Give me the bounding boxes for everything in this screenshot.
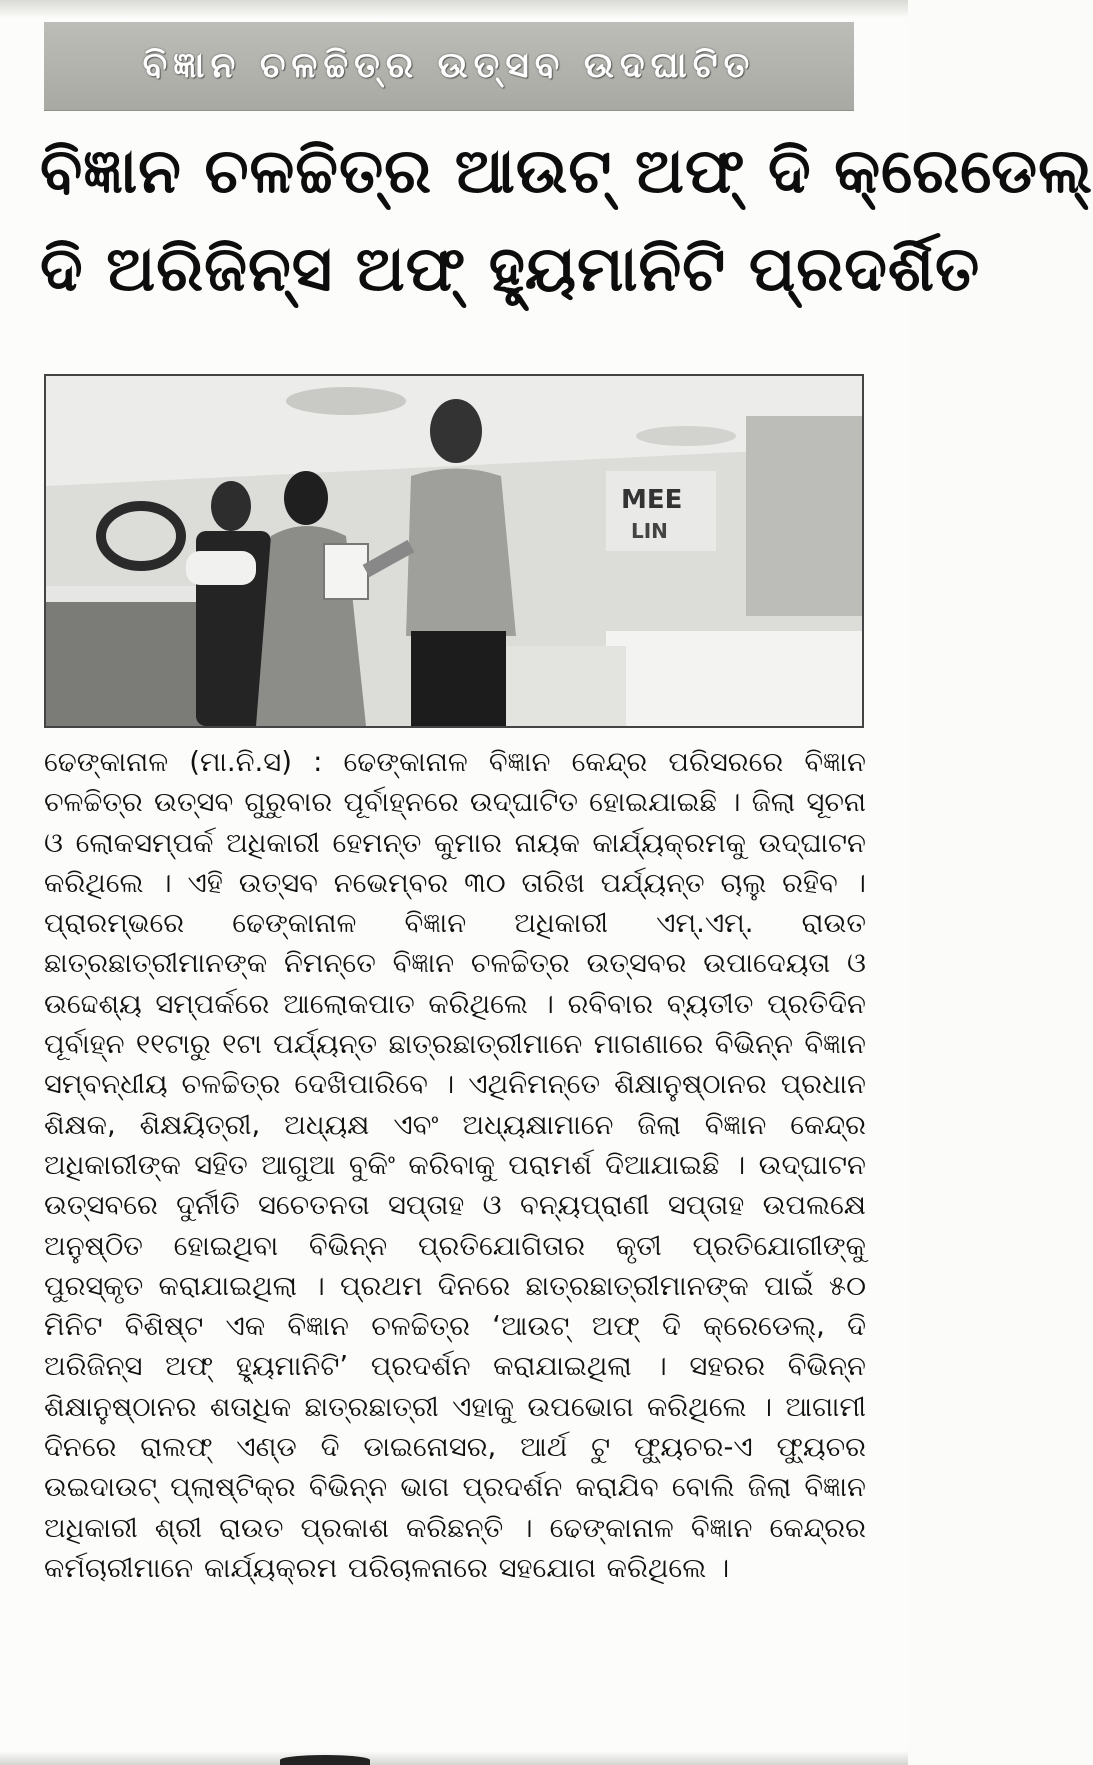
svg-text:LIN: LIN: [631, 519, 668, 543]
clipping-edge: [0, 1751, 908, 1765]
news-photo: [44, 374, 864, 728]
headline-line-2: ଦି ଅରିଜିନ୍ସ ଅଫ୍ ହ୍ୟୁମାନିଟି ପ୍ରଦର୍ଶିତ: [40, 232, 981, 305]
headline: [40, 122, 1093, 318]
headline-line-1: ବିଜ୍ଞାନ ଚଳଚ୍ଚିତ୍ର ଆଉଟ୍ ଅଫ୍ ଦି କ୍ରେଡେଲ୍: [40, 134, 1093, 207]
kicker-text: ବିଜ୍ଞାନ ଚଳଚ୍ଚିତ୍ର ଉତ୍ସବ ଉଦଘାଟିତ: [142, 45, 756, 86]
wall-sign: MEE: [621, 485, 683, 515]
kicker-banner: [44, 22, 854, 111]
article-body: ଢେଙ୍କାନାଳ (ମା.ନି.ସ) : ଢେଙ୍କାନାଳ ବିଜ୍ଞାନ କେନ୍ଦ୍ର ପରିସରରେ ବିଜ୍ଞାନ ଚଳଚ୍ଚିତ୍ର ଉତ୍ସବ ଗୁରୁବାର ପୂର୍ବାହ୍ନରେ ଉଦ୍‌ଘାଟିତ ହୋଇଯାଇଛି । ଜିଲା ସୂଚନା ଓ ଲୋକସମ୍ପର୍କ ଅଧିକାରୀ ହେମନ୍ତ କୁମାର ନାୟକ କାର୍ଯ୍ୟକ୍ରମକୁ ଉଦ୍‌ଘାଟନ କରିଥିଲେ । ଏହି ଉତ୍ସବ ନଭେମ୍ବର ୩୦ ତାରିଖ ପର୍ଯ୍ୟନ୍ତ ଚାଲୁ ରହିବ । ପ୍ରାରମ୍ଭରେ ଢେଙ୍କାନାଳ ବିଜ୍ଞାନ ଅଧିକାରୀ ଏମ୍.ଏମ୍. ରାଉତ ଛାତ୍ରଛାତ୍ରୀମାନଙ୍କ ନିମନ୍ତେ ବିଜ୍ଞାନ ଚଳଚ୍ଚିତ୍ର ଉତ୍ସବର ଉପାଦେୟତା ଓ ଉଦ୍ଦେଶ୍ୟ ସମ୍ପର୍କରେ ଆଲୋକପାତ କରିଥିଲେ । ରବିବାର ବ୍ୟତୀତ ପ୍ରତିଦିନ ପୂର୍ବାହ୍ନ ୧୧ଟାରୁ ୧ଟା ପର୍ଯ୍ୟନ୍ତ ଛାତ୍ରଛାତ୍ରୀମାନେ ମାଗଣାରେ ବିଭିନ୍ନ ବିଜ୍ଞାନ ସମ୍ବନ୍ଧୀୟ ଚଳଚ୍ଚିତ୍ର ଦେଖିପାରିବେ । ଏଥିନିମନ୍ତେ ଶିକ୍ଷାନୁଷ୍ଠାନର ପ୍ରଧାନ ଶିକ୍ଷକ, ଶିକ୍ଷୟିତ୍ରୀ, ଅଧ୍ୟକ୍ଷ ଏବଂ ଅଧ୍ୟକ୍ଷାମାନେ ଜିଲା ବିଜ୍ଞାନ କେନ୍ଦ୍ର ଅଧିକାରୀଙ୍କ ସହିତ ଆଗୁଆ ବୁକିଂ କରିବାକୁ ପରାମର୍ଶ ଦିଆଯାଇଛି । ଉଦ୍‌ଘାଟନ ଉତ୍ସବରେ ଦୁର୍ନୀତି ସଚେତନତା ସପ୍ତାହ ଓ ବନ୍ୟପ୍ରାଣୀ ସପ୍ତାହ ଉପଲକ୍ଷେ ଅନୁଷ୍ଠିତ ହୋଇଥିବା ବିଭିନ୍ନ ପ୍ରତିଯୋଗିତାର କୃତୀ ପ୍ରତିଯୋଗୀଙ୍କୁ ପୁରସ୍କୃତ କରାଯାଇଥିଲା । ପ୍ରଥମ ଦିନରେ ଛାତ୍ରଛାତ୍ରୀମାନଙ୍କ ପାଇଁ ୫୦ ମିନିଟ ବିଶିଷ୍ଟ ଏକ ବିଜ୍ଞାନ ଚଳଚ୍ଚିତ୍ର ‘ଆଉଟ୍ ଅଫ୍ ଦି କ୍ରେଡେଲ୍, ଦି ଅରିଜିନ୍ସ ଅଫ୍ ହ୍ୟୁମାନିଟି’ ପ୍ରଦର୍ଶନ କରାଯାଇଥିଲା । ସହରର ବିଭିନ୍ନ ଶିକ୍ଷାନୁଷ୍ଠାନର ଶତାଧିକ ଛାତ୍ରଛାତ୍ରୀ ଏହାକୁ ଉପଭୋଗ କରିଥିଲେ । ଆଗାମୀ ଦିନରେ ରାଲଫ୍ ଏଣ୍ଡ ଦି ଡାଇନୋସର, ଆର୍ଥ ଟୁ ଫ୍ୟୁଚର-ଏ ଫ୍ୟୁଚର ଉଇଦାଉଟ୍ ପ୍ଲାଷ୍ଟିକ୍‌ର ବିଭିନ୍ନ ଭାଗ ପ୍ରଦର୍ଶନ କରାଯିବ ବୋଲି ଜିଲା ବିଜ୍ଞାନ ଅଧିକାରୀ ଶ୍ରୀ ରାଉତ ପ୍ରକାଶ କରିଛନ୍ତି । ଢେଙ୍କାନାଳ ବିଜ୍ଞାନ କେନ୍ଦ୍ରର କର୍ମଚାରୀମାନେ କାର୍ଯ୍ୟକ୍ରମ ପରିଚାଳନାରେ ସହଯୋଗ କରିଥିଲେ ।: [44, 746, 866, 1584]
photo-scene: [46, 376, 862, 726]
